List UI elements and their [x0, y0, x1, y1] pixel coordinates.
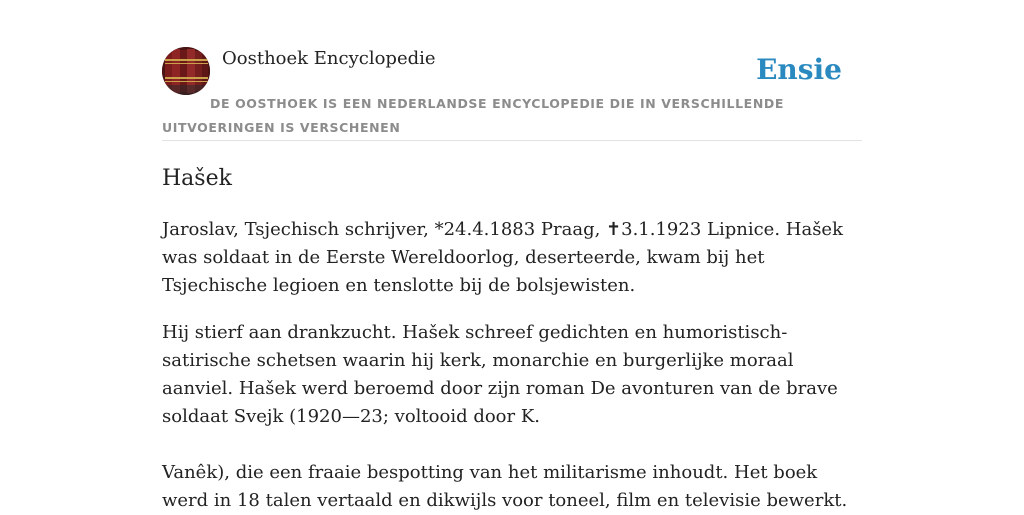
article-title: Hašek [162, 166, 232, 191]
article-paragraph-3: Vanêk), die een fraaie bespotting van het militarisme inhoudt. Het boek werd in 18 talen vertaald en dikwijls voor toneel, film en televisie bewerkt. [162, 462, 848, 511]
site-name-link[interactable]: Oosthoek Encyclopedie [222, 48, 436, 69]
site-header [162, 46, 862, 141]
ensie-brand-logo[interactable]: Ensie [756, 53, 842, 86]
article-paragraph-2: Hij stierf aan drankzucht. Hašek schreef gedichten en humoristisch-satirische schetsen waarin hij kerk, monarchie en burgerlijke moraal aanviel. Hašek werd beroemd door zijn roman De avonturen van de brave soldaat Svejk (1920—23; voltooid door K. [162, 322, 838, 427]
book-spines-avatar[interactable] [162, 47, 210, 95]
article-paragraph-1: Jaroslav, Tsjechisch schrijver, *24.4.1883 Praag, ✝3.1.1923 Lipnice. Hašek was soldaat in de Eerste Wereldoorlog, deserteerde, kwam bij het Tsjechische legioen en tenslotte bij de bolsjewisten. [162, 219, 843, 296]
article [162, 163, 862, 515]
site-tagline: DE OOSTHOEK IS EEN NEDERLANDSE ENCYCLOPEDIE DIE IN VERSCHILLENDE UITVOERINGEN IS VERSCHENEN [162, 96, 784, 135]
